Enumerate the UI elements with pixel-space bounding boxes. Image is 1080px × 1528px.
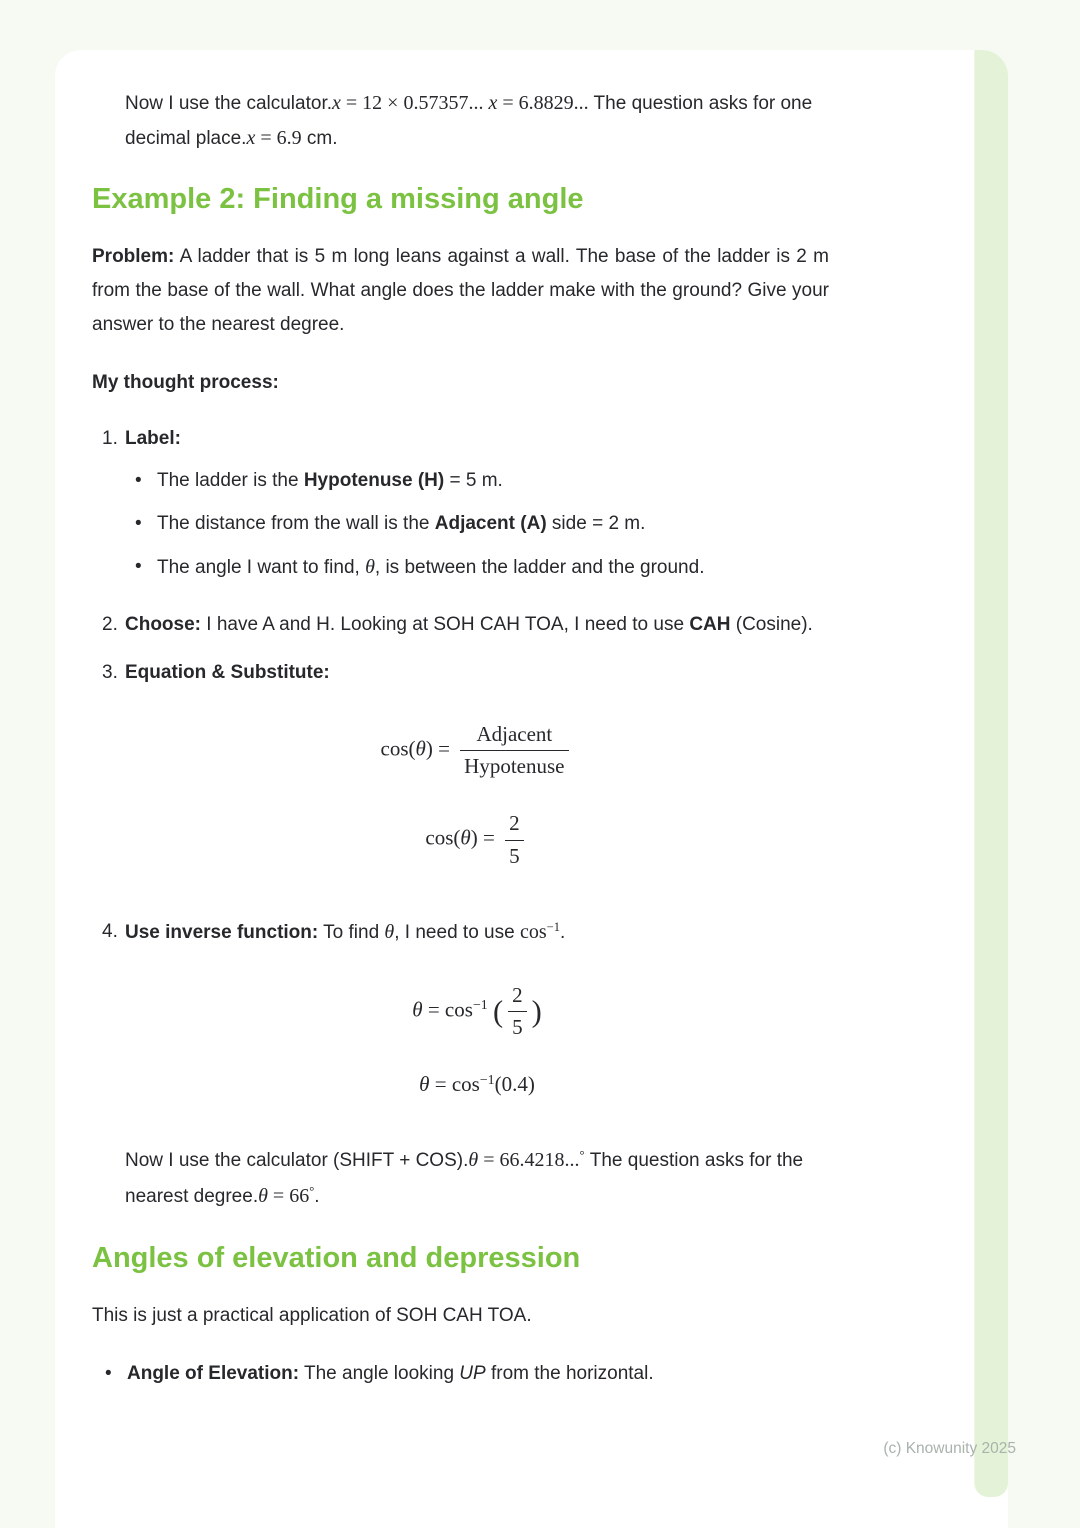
list-item-angle-of-elevation	[92, 1357, 829, 1391]
math-variable: θ	[415, 736, 426, 761]
bullet-icon: •	[105, 1363, 112, 1385]
watermark: (c) Knowunity 2025	[883, 1440, 1016, 1457]
text-run: side = 2 m.	[546, 513, 646, 534]
calculator-note-paragraph-2	[125, 1143, 829, 1215]
step-3-body	[125, 656, 829, 901]
bullet-icon: •	[135, 470, 142, 491]
fraction-numerator: 2	[508, 983, 527, 1012]
fraction	[508, 983, 527, 1040]
math-superscript: −1	[479, 1071, 495, 1087]
math-run: = 6.8829...	[497, 92, 589, 114]
text-run-bold: CAH	[689, 614, 731, 635]
step-1-label	[92, 422, 829, 594]
list-item-text	[157, 464, 829, 498]
math-run: = cos	[429, 1072, 480, 1097]
document-content	[55, 50, 829, 1391]
open-paren: (	[492, 994, 504, 1029]
list-item-text	[157, 550, 829, 585]
text-run-bold: Angle of Elevation:	[127, 1363, 300, 1385]
text-run: The angle looking	[299, 1363, 460, 1385]
text-run: .	[559, 921, 566, 943]
fraction-numerator: 2	[505, 811, 524, 840]
heading-angles-elevation-depression: Angles of elevation and depression	[92, 1242, 581, 1275]
steps-list	[92, 422, 829, 1129]
list-item-hypotenuse	[125, 464, 829, 498]
text-run: To find	[318, 921, 385, 943]
equation-cos-two-fifths	[125, 811, 829, 868]
text-run: The ladder is the	[157, 470, 304, 491]
degree-symbol: °	[579, 1148, 585, 1163]
text-run: The distance from the wall is the	[157, 513, 435, 534]
fraction	[505, 811, 524, 868]
list-number: 1.	[102, 428, 118, 449]
step-label: Equation & Substitute:	[125, 662, 330, 683]
text-run: Now I use the calculator (SHIFT + COS).	[125, 1150, 469, 1172]
page-edge-strip	[974, 50, 1008, 1497]
step-2	[92, 608, 829, 642]
text-run: I have A and H. Looking at SOH CAH TOA, I need to use	[201, 614, 690, 635]
math-variable: θ	[258, 1185, 268, 1208]
math-superscript: −1	[472, 996, 488, 1012]
bullet-icon: •	[135, 556, 142, 577]
text-run: = 5 m.	[444, 470, 503, 491]
heading-example-2: Example 2: Finding a missing angle	[92, 183, 584, 215]
equation-theta-inverse-fraction	[125, 983, 829, 1040]
step-4-body	[125, 915, 829, 1130]
text-run-bold: Hypotenuse (H)	[303, 470, 445, 491]
math-run: cos	[519, 920, 547, 943]
math-variable: x	[246, 127, 256, 149]
math-variable: x	[332, 92, 341, 114]
list-item-adjacent	[125, 507, 829, 541]
math-run: ) =	[470, 825, 501, 850]
problem-label: Problem:	[92, 246, 175, 267]
text-run: , is between the ladder and the ground.	[374, 557, 705, 578]
fraction	[460, 722, 568, 779]
list-number: 3.	[102, 662, 118, 683]
math-run: = cos	[422, 997, 473, 1022]
step-3	[92, 656, 829, 901]
elevation-intro-paragraph: This is just a practical application of SOH CAH TOA.	[92, 1305, 532, 1327]
step-label: Choose:	[125, 614, 201, 635]
math-run: = 12 × 0.57357...	[340, 92, 489, 114]
math-run: = 66	[267, 1185, 310, 1208]
text-run: A ladder that is 5 m long leans against a wall. The base of the ladder is 2 m from the base of the wall. What angle does the ladder make with the ground? Give your answer to the nearest degree.	[92, 246, 829, 335]
step-1-body	[125, 422, 829, 594]
degree-symbol: °	[309, 1184, 315, 1199]
text-run: .	[314, 1186, 320, 1208]
calculator-note-paragraph-1	[125, 86, 829, 156]
document-card	[55, 50, 1008, 1528]
text-run: The angle I want to find,	[157, 557, 366, 578]
step-4	[92, 915, 829, 1130]
close-paren: )	[531, 994, 542, 1029]
math-variable: θ	[412, 997, 423, 1022]
list-item-text	[157, 507, 829, 541]
bullet-icon: •	[135, 513, 142, 534]
step-label: Label:	[125, 428, 181, 449]
label-sublist	[125, 464, 829, 585]
step-label: Use inverse function:	[125, 921, 319, 943]
thought-process-heading: My thought process:	[92, 372, 279, 393]
text-run: , I need to use	[394, 921, 520, 943]
list-number: 4.	[102, 920, 118, 942]
text-run: from the horizontal.	[485, 1363, 654, 1385]
math-run: = 66.4218...	[478, 1149, 580, 1172]
math-run: cos(	[380, 736, 416, 761]
fraction-denominator: 5	[512, 1014, 523, 1039]
text-run-italic: UP	[459, 1363, 486, 1385]
math-run: (0.4)	[494, 1072, 535, 1097]
math-variable: θ	[365, 556, 375, 578]
text-run: Now I use the calculator.	[125, 93, 332, 114]
math-run: cos(	[425, 825, 461, 850]
text-run: The question asks for the nearest degree.	[125, 1150, 804, 1208]
list-item-text	[127, 1357, 829, 1391]
text-run: (Cosine).	[730, 614, 813, 635]
text-run: The question asks for one decimal place.	[125, 93, 813, 149]
text-run: cm.	[301, 128, 338, 149]
math-variable: θ	[468, 1149, 479, 1172]
fraction-numerator: Adjacent	[460, 722, 568, 751]
math-variable: θ	[460, 825, 471, 850]
math-run: ) =	[425, 736, 456, 761]
fraction-denominator: Hypotenuse	[464, 754, 565, 779]
math-variable: θ	[384, 920, 395, 943]
step-4-text	[125, 915, 829, 951]
text-run-bold: Adjacent (A)	[434, 513, 547, 534]
list-item-angle	[125, 550, 829, 585]
list-number: 2.	[102, 614, 118, 635]
equation-cos-adjacent-hypotenuse	[125, 722, 829, 779]
equation-theta-inverse-decimal	[125, 1072, 829, 1097]
fraction-denominator: 5	[509, 843, 520, 868]
math-variable: x	[488, 92, 498, 114]
math-variable: θ	[419, 1072, 430, 1097]
math-run: = 6.9	[255, 127, 302, 149]
problem-paragraph	[92, 240, 829, 342]
math-superscript: −1	[546, 919, 560, 934]
step-2-body	[125, 608, 829, 642]
